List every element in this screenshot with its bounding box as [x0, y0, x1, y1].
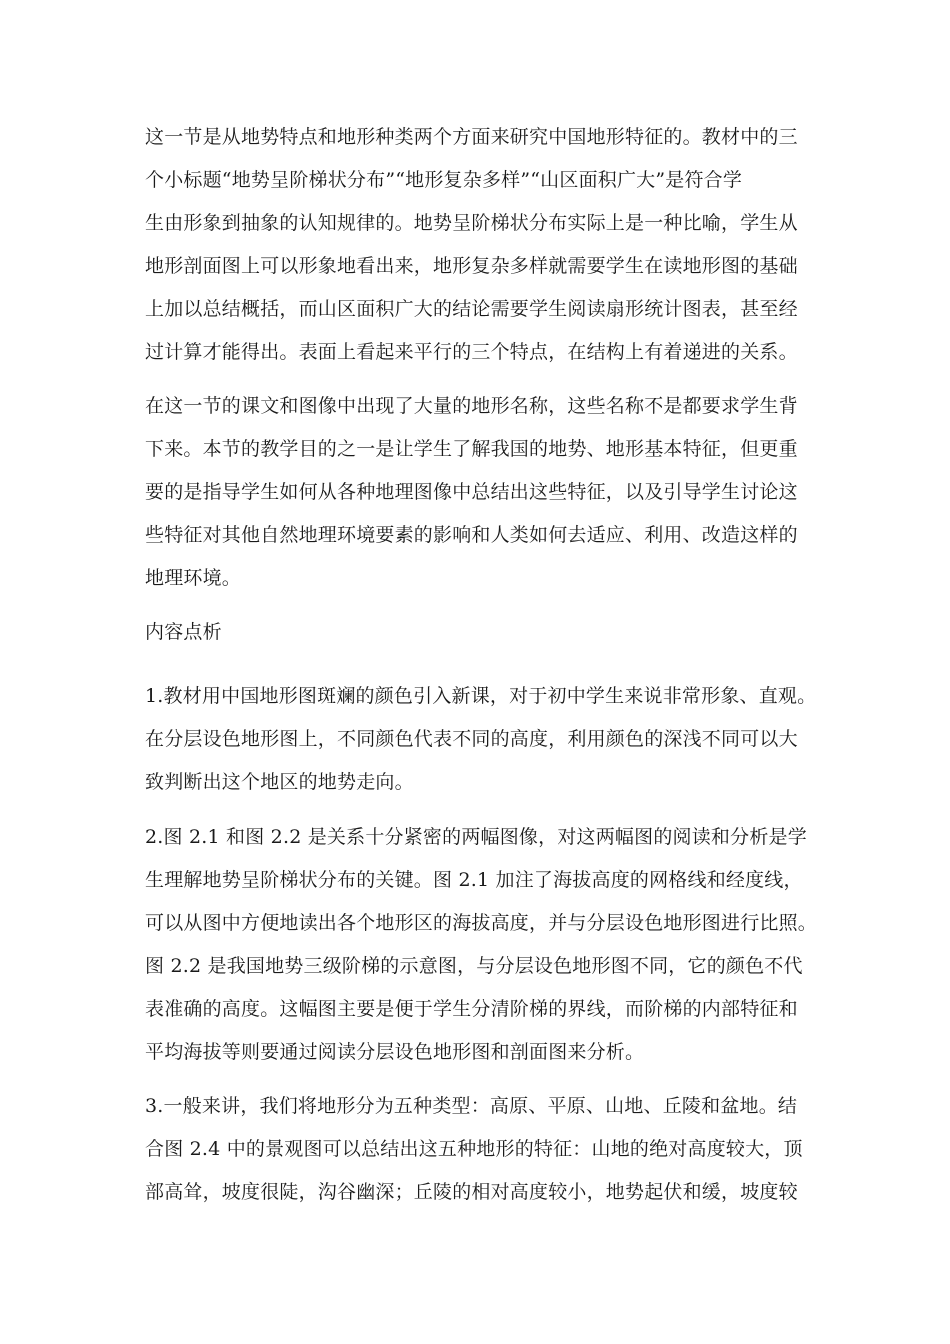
- item-3-line-2: 合图 2.4 中的景观图可以总结出这五种地形的特征：山地的绝对高度较大，顶: [145, 1138, 803, 1160]
- paragraph-1-line-3: 生由形象到抽象的认知规律的。地势呈阶梯状分布实际上是一种比喻，学生从: [145, 212, 798, 234]
- paragraph-1-line-5: 上加以总结概括，而山区面积广大的结论需要学生阅读扇形统计图表，甚至经: [145, 298, 798, 320]
- item-2-line-6: 平均海拔等则要通过阅读分层设色地形图和剖面图来分析。: [145, 1041, 645, 1063]
- item-3-line-1: 3.一般来讲，我们将地形分为五种类型：高原、平原、山地、丘陵和盆地。结: [145, 1095, 798, 1117]
- item-2-line-4: 图 2.2 是我国地势三级阶梯的示意图，与分层设色地形图不同，它的颜色不代: [145, 955, 803, 977]
- paragraph-2-line-5: 地理环境。: [145, 567, 242, 589]
- paragraph-1-line-1: 这一节是从地势特点和地形种类两个方面来研究中国地形特征的。教材中的三: [145, 126, 798, 148]
- paragraph-1-line-4: 地形剖面图上可以形象地看出来，地形复杂多样就需要学生在读地形图的基础: [145, 255, 798, 277]
- paragraph-2-line-2: 下来。本节的教学目的之一是让学生了解我国的地势、地形基本特征，但更重: [145, 438, 798, 460]
- item-2-line-1: 2.图 2.1 和图 2.2 是关系十分紧密的两幅图像，对这两幅图的阅读和分析是学: [145, 826, 807, 848]
- paragraph-2-line-3: 要的是指导学生如何从各种地理图像中总结出这些特征，以及引导学生讨论这: [145, 481, 798, 503]
- paragraph-1-line-6: 过计算才能得出。表面上看起来平行的三个特点，在结构上有着递进的关系。: [145, 341, 798, 363]
- item-2-line-2: 生理解地势呈阶梯状分布的关键。图 2.1 加注了海拔高度的网格线和经度线，: [145, 869, 803, 891]
- item-2-line-3: 可以从图中方便地读出各个地形区的海拔高度，并与分层设色地形图进行比照。: [145, 912, 818, 934]
- paragraph-2-line-1: 在这一节的课文和图像中出现了大量的地形名称，这些名称不是都要求学生背: [145, 395, 798, 417]
- item-1-line-3: 致判断出这个地区的地势走向。: [145, 771, 414, 793]
- section-heading: 内容点析: [145, 621, 222, 643]
- item-2-line-5: 表准确的高度。这幅图主要是便于学生分清阶梯的界线，而阶梯的内部特征和: [145, 998, 798, 1020]
- paragraph-1-line-2: 个小标题“地势呈阶梯状分布”“地形复杂多样”“山区面积广大”是符合学: [145, 169, 743, 191]
- item-1-line-2: 在分层设色地形图上，不同颜色代表不同的高度，利用颜色的深浅不同可以大: [145, 728, 798, 750]
- item-3-line-3: 部高耸，坡度很陡，沟谷幽深；丘陵的相对高度较小，地势起伏和缓，坡度较: [145, 1181, 798, 1203]
- item-1-line-1: 1.教材用中国地形图斑斓的颜色引入新课，对于初中学生来说非常形象、直观。: [145, 685, 817, 707]
- paragraph-2-line-4: 些特征对其他自然地理环境要素的影响和人类如何去适应、利用、改造这样的: [145, 524, 798, 546]
